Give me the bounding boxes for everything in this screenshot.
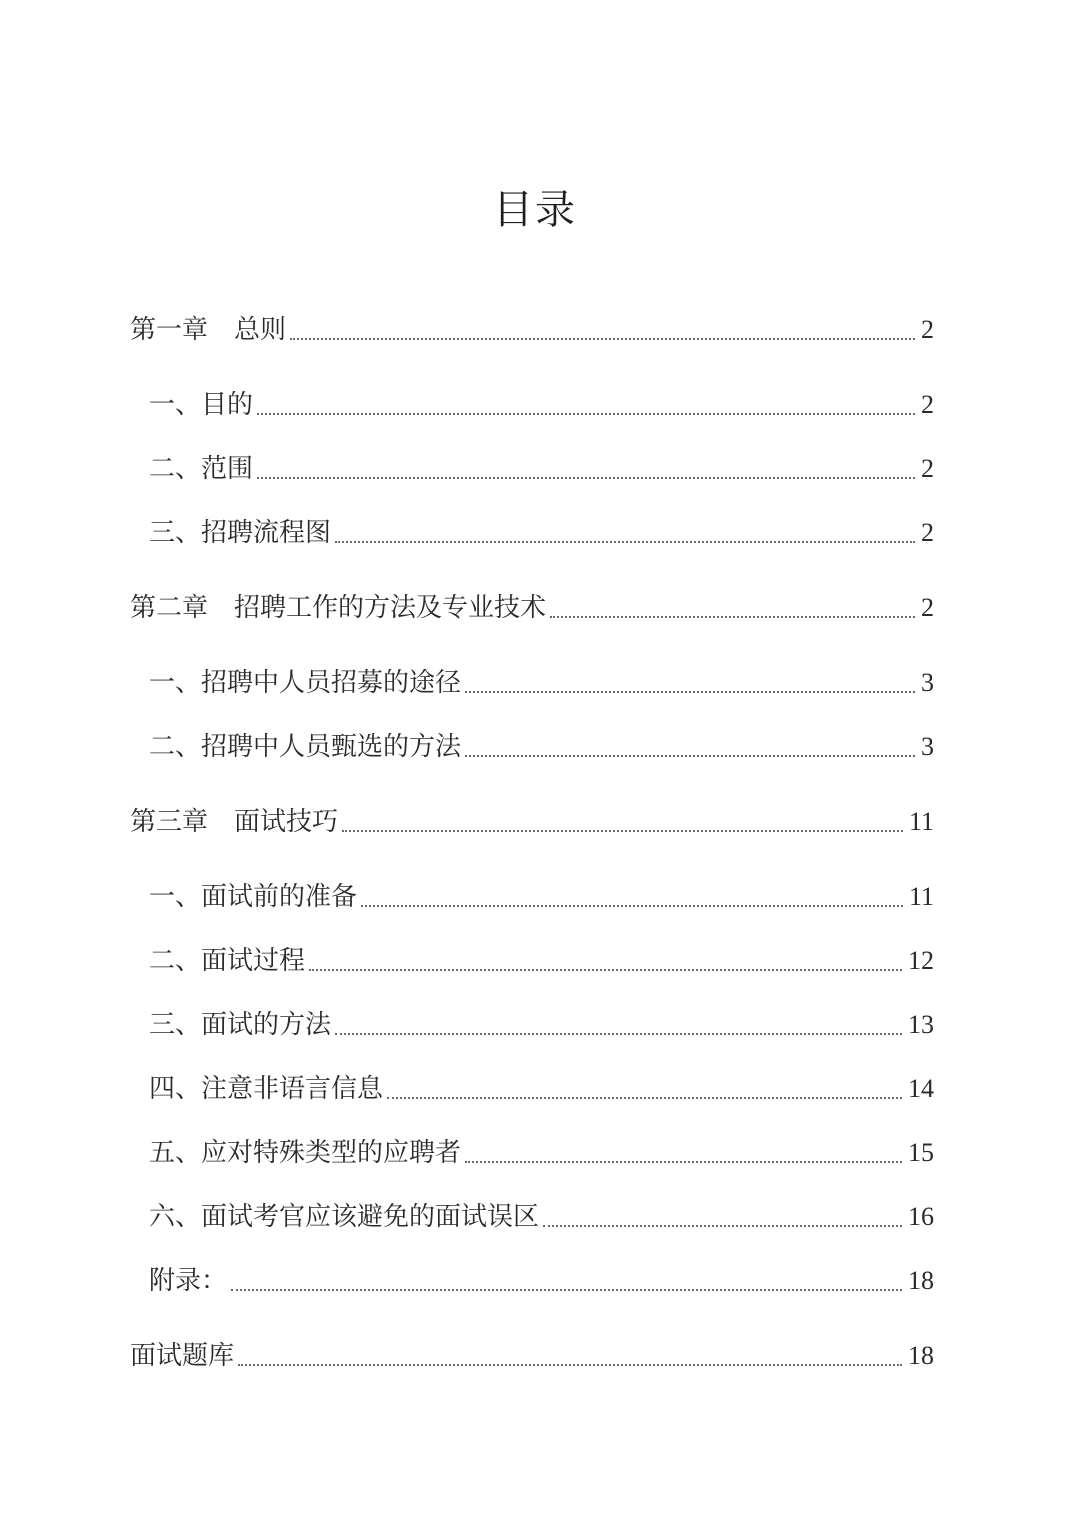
toc-entry-appendix[interactable] xyxy=(149,1263,934,1299)
dot-leader xyxy=(257,413,915,415)
toc-entry-label: 第一章 总则 xyxy=(130,315,287,345)
dot-leader xyxy=(465,755,915,757)
toc-entry-label: 一、招聘中人员招募的途径 xyxy=(149,668,462,698)
page-title: 目录 xyxy=(493,187,577,233)
toc-page-number: 13 xyxy=(908,1010,934,1039)
toc-entry-section[interactable] xyxy=(149,879,934,915)
dot-leader xyxy=(231,1289,902,1291)
toc-entry-section[interactable] xyxy=(149,451,934,487)
toc-entry-label: 三、面试的方法 xyxy=(149,1010,332,1040)
dot-leader xyxy=(387,1097,902,1099)
dot-leader xyxy=(238,1364,902,1366)
dot-leader xyxy=(342,830,903,832)
dot-leader xyxy=(335,541,915,543)
toc-entry-label: 第三章 面试技巧 xyxy=(130,807,339,837)
dot-leader xyxy=(361,905,903,907)
toc-page-number: 14 xyxy=(908,1074,934,1103)
dot-leader xyxy=(257,477,915,479)
toc-page-number: 2 xyxy=(921,390,934,419)
toc-entry-section[interactable] xyxy=(149,1007,934,1043)
toc-entry-section[interactable] xyxy=(149,387,934,423)
toc-entry-label: 四、注意非语言信息 xyxy=(149,1074,384,1104)
toc-page-number: 3 xyxy=(921,732,934,761)
toc-entry-label: 二、范围 xyxy=(149,454,254,484)
toc-entry-label: 五、应对特殊类型的应聘者 xyxy=(149,1138,462,1168)
toc-entry-chapter-2[interactable] xyxy=(130,590,934,626)
toc-page-number: 18 xyxy=(908,1266,934,1295)
toc-entry-section[interactable] xyxy=(149,943,934,979)
toc-page-number: 2 xyxy=(921,315,934,344)
toc-entry-section[interactable] xyxy=(149,665,934,701)
toc-page-number: 2 xyxy=(921,593,934,622)
dot-leader xyxy=(290,338,915,340)
toc-page-number: 11 xyxy=(908,807,934,836)
toc-entry-label: 一、目的 xyxy=(149,390,254,420)
dot-leader xyxy=(543,1225,902,1227)
dot-leader xyxy=(550,616,915,618)
toc-page-number: 18 xyxy=(908,1341,934,1370)
toc-entry-chapter-3[interactable] xyxy=(130,804,934,840)
toc-page-number: 16 xyxy=(908,1202,934,1231)
toc-entry-label: 第二章 招聘工作的方法及专业技术 xyxy=(130,593,547,623)
toc-entry-section[interactable] xyxy=(149,1071,934,1107)
dot-leader xyxy=(465,691,915,693)
toc-entry-label: 三、招聘流程图 xyxy=(149,518,332,548)
toc-entry-label: 二、招聘中人员甄选的方法 xyxy=(149,732,462,762)
toc-page-number: 11 xyxy=(908,882,934,911)
toc-entry-chapter-1[interactable] xyxy=(130,312,934,348)
toc-page-number: 2 xyxy=(921,518,934,547)
toc-page-number: 12 xyxy=(908,946,934,975)
toc-entry-section[interactable] xyxy=(149,1199,934,1235)
toc-entry-section[interactable] xyxy=(149,515,934,551)
toc-entry-section[interactable] xyxy=(149,729,934,765)
dot-leader xyxy=(335,1033,902,1035)
dot-leader xyxy=(465,1161,902,1163)
toc-entry-label: 面试题库 xyxy=(130,1341,235,1371)
toc-entry-question-bank[interactable] xyxy=(130,1338,934,1374)
toc-entry-label: 一、面试前的准备 xyxy=(149,882,358,912)
toc-entry-label: 二、面试过程 xyxy=(149,946,306,976)
toc-entry-label: 附录： xyxy=(149,1266,228,1296)
toc-page-number: 15 xyxy=(908,1138,934,1167)
toc-page-number: 3 xyxy=(921,668,934,697)
dot-leader xyxy=(309,969,902,971)
toc-page-number: 2 xyxy=(921,454,934,483)
toc-entry-section[interactable] xyxy=(149,1135,934,1171)
toc-entry-label: 六、面试考官应该避免的面试误区 xyxy=(149,1202,540,1232)
